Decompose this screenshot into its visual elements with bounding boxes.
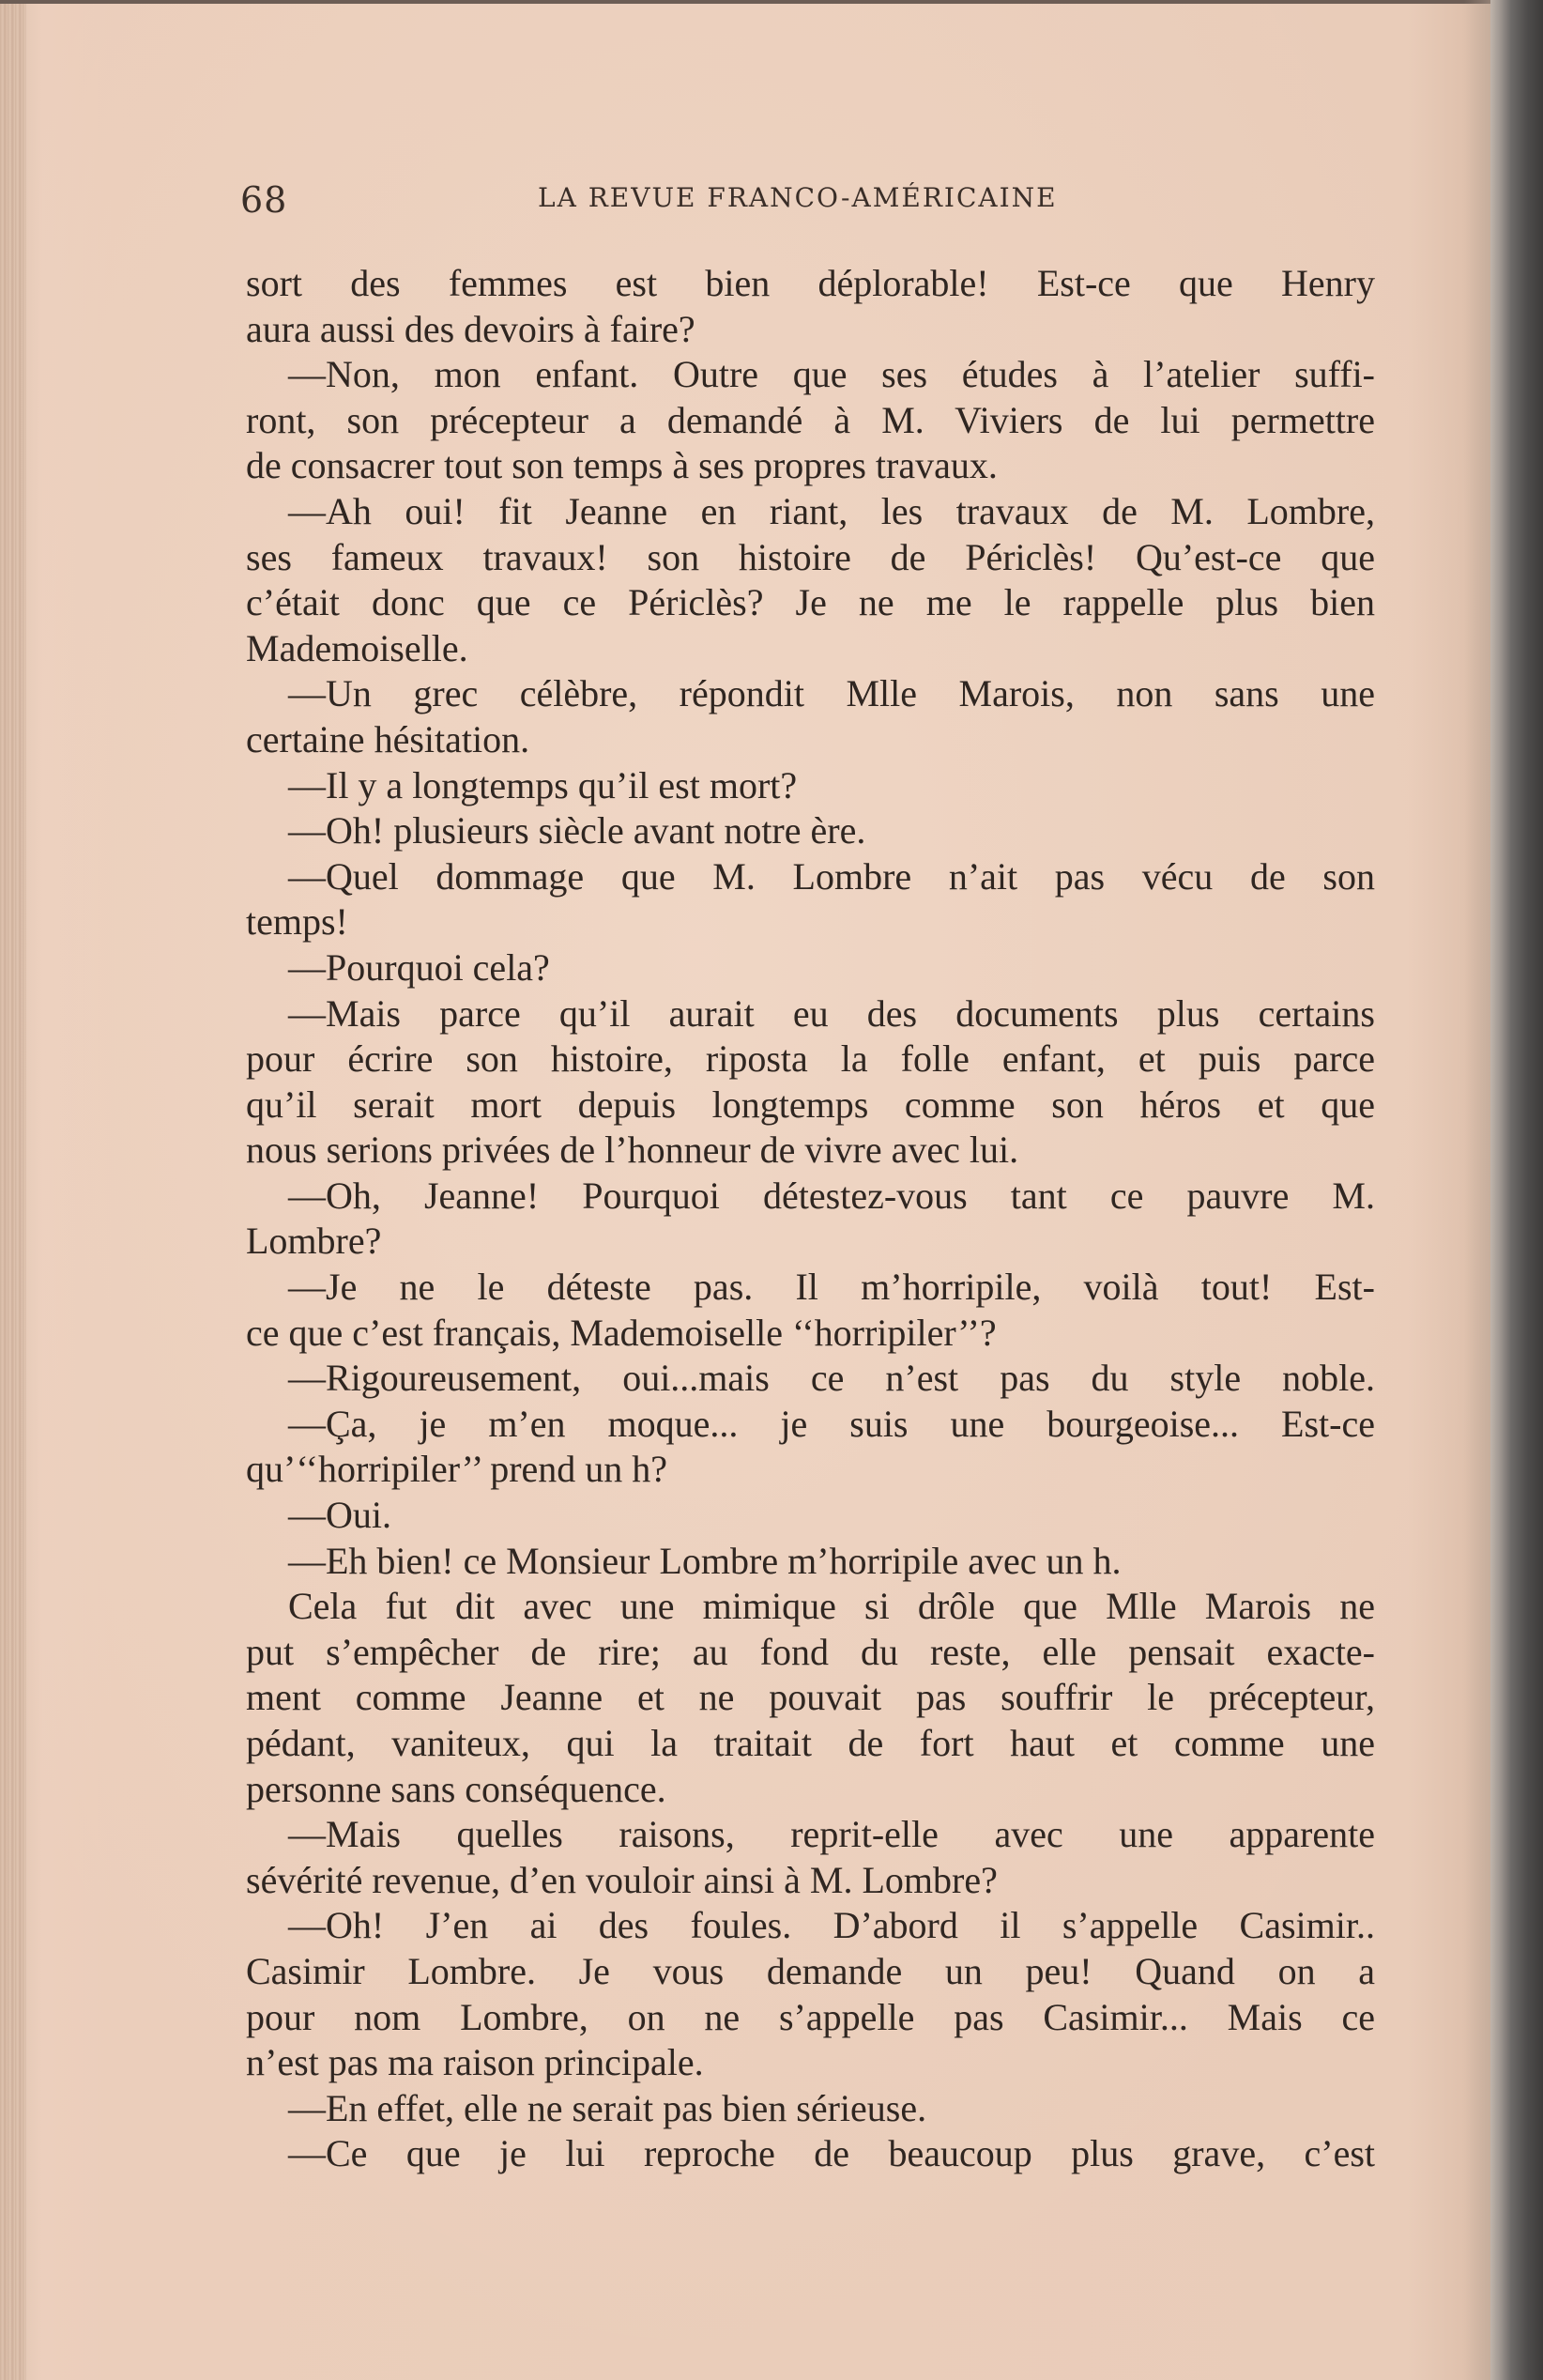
body-text bbox=[246, 261, 1375, 2177]
text-line: —Pourquoi cela? bbox=[288, 945, 550, 989]
text-line: qu’‘‘horripiler’’ prend un h? bbox=[246, 1448, 668, 1491]
text-line: nous serions privées de l’honneur de vivre avec lui. bbox=[246, 1129, 1019, 1172]
text-line: ce que c’est français, Mademoiselle ‘‘horripiler’’? bbox=[246, 1311, 997, 1354]
text-line: —Quel dommage que M. Lombre n’ait pas vécu de son bbox=[288, 854, 1375, 898]
text-line: —Il y a longtemps qu’il est mort? bbox=[288, 763, 798, 806]
text-line: certaine hésitation. bbox=[246, 717, 530, 760]
text-line: Cela fut dit avec une mimique si drôle que Mlle Marois ne bbox=[288, 1585, 1375, 1628]
text-line: —Oh, Jeanne! Pourquoi détestez-vous tant ce pauvre M. bbox=[288, 1174, 1375, 1217]
text-line: de consacrer tout son temps à ses propres travaux. bbox=[246, 444, 998, 487]
running-head bbox=[240, 172, 1085, 228]
text-line: —Ce que je lui reproche de beaucoup plus grave, c’est bbox=[288, 2132, 1375, 2175]
text-line: —Mais parce qu’il aurait eu des documents plus certains bbox=[288, 991, 1375, 1035]
scan-top-edge bbox=[0, 0, 1511, 4]
text-line: —Eh bien! ce Monsieur Lombre m’horripile avec un h. bbox=[288, 1539, 1122, 1582]
text-line: —Je ne le déteste pas. Il m’horripile, voilà tout! Est- bbox=[288, 1266, 1375, 1309]
text-line: temps! bbox=[246, 900, 348, 944]
text-line: Casimir Lombre. Je vous demande un peu! Quand on a bbox=[246, 1949, 1375, 1992]
text-line: —Ça, je m’en moque... je suis une bourgeoise... Est-ce bbox=[288, 1402, 1375, 1445]
text-line: put s’empêcher de rire; au fond du reste, elle pensait exacte- bbox=[246, 1630, 1375, 1673]
page-right-shadow bbox=[1464, 0, 1492, 2380]
text-line: qu’il serait mort depuis longtemps comme son héros et que bbox=[246, 1083, 1375, 1126]
text-line: —Ah oui! fit Jeanne en riant, les travaux de M. Lombre, bbox=[288, 489, 1375, 532]
text-line: sort des femmes est bien déplorable! Est-ce que Henry bbox=[246, 262, 1375, 304]
text-line: ses fameux travaux! son histoire de Périclès! Qu’est-ce que bbox=[246, 535, 1375, 578]
text-line: pour nom Lombre, on ne s’appelle pas Casimir... Mais ce bbox=[246, 1995, 1375, 2038]
text-line: sévérité revenue, d’en vouloir ainsi à M. Lombre? bbox=[246, 1858, 998, 1901]
text-line: aura aussi des devoirs à faire? bbox=[246, 307, 695, 350]
page-binding-edge bbox=[0, 0, 26, 2380]
text-line: —Rigoureusement, oui...mais ce n’est pas du style noble. bbox=[288, 1357, 1375, 1400]
text-line: pédant, vaniteux, qui la traitait de fort haut et comme une bbox=[246, 1722, 1375, 1764]
text-line: —Oui. bbox=[288, 1494, 391, 1537]
text-line: Mademoiselle. bbox=[246, 626, 468, 669]
text-line: —Oh! J’en ai des foules. D’abord il s’appelle Casimir.. bbox=[288, 1904, 1375, 1947]
text-line: —En effet, elle ne serait pas bien sérieuse. bbox=[288, 2086, 927, 2129]
text-line: n’est pas ma raison principale. bbox=[246, 2041, 704, 2084]
text-line: pour écrire son histoire, riposta la folle enfant, et puis parce bbox=[246, 1037, 1375, 1081]
page-number: 68 bbox=[240, 179, 288, 221]
text-line: —Non, mon enfant. Outre que ses études à l’atelier suffi- bbox=[288, 353, 1375, 396]
scanner-right-strip bbox=[1490, 0, 1543, 2380]
text-line: personne sans conséquence. bbox=[246, 1767, 666, 1810]
text-line: ront, son précepteur a demandé à M. Viviers de lui permettre bbox=[246, 398, 1375, 441]
text-line: Lombre? bbox=[246, 1220, 382, 1263]
text-line: —Mais quelles raisons, reprit-elle avec une apparente bbox=[288, 1813, 1375, 1856]
text-line: —Un grec célèbre, répondit Mlle Marois, non sans une bbox=[288, 672, 1375, 715]
text-line: c’était donc que ce Périclès? Je ne me le rappelle plus bien bbox=[246, 581, 1375, 624]
text-line: —Oh! plusieurs siècle avant notre ère. bbox=[288, 809, 866, 852]
running-title: LA REVUE FRANCO-AMÉRICAINE bbox=[538, 182, 1058, 213]
text-line: ment comme Jeanne et ne pouvait pas souffrir le précepteur, bbox=[246, 1676, 1375, 1719]
